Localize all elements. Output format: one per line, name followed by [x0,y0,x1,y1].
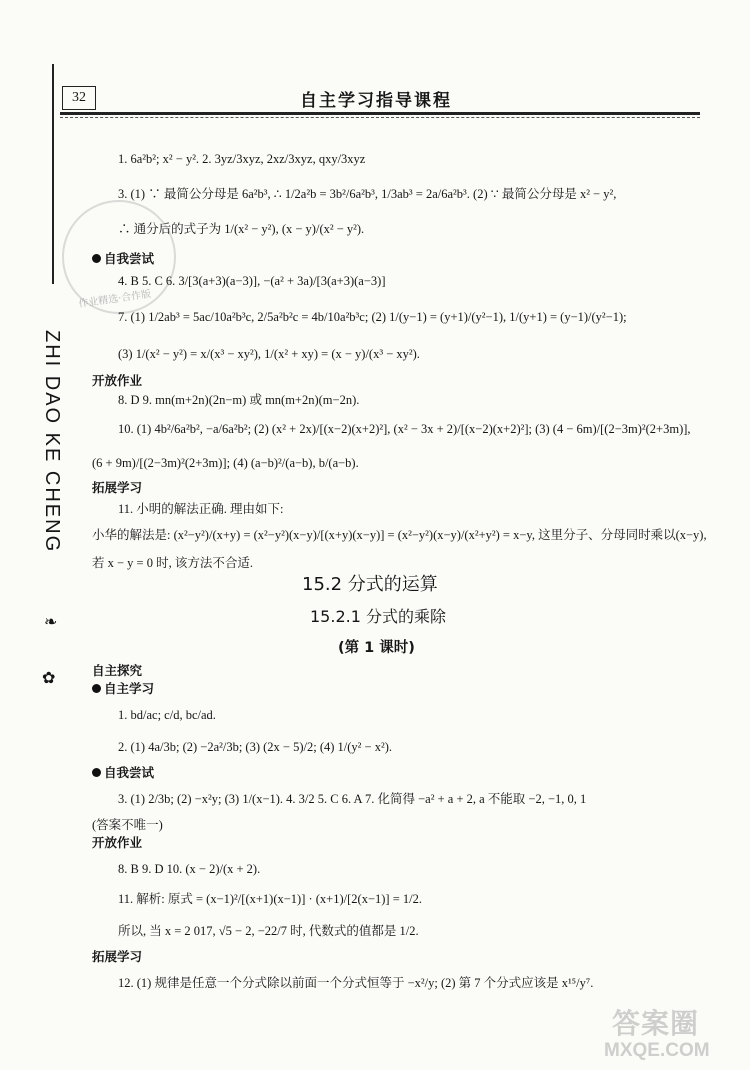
answer-line: 8. D 9. mn(m+2n)(2n−m) 或 mn(m+2n)(m−2n). [118,393,360,407]
header-rule [60,112,700,115]
answer-line: 3. (1) ∵ 最简公分母是 6a²b³, ∴ 1/2a²b = 3b²/6a²b³, 1/3ab³ = 2a/6a²b³. (2) ∵ 最简公分母是 x² − y², [118,187,617,201]
section-heading: 开放作业 [92,835,143,850]
flower-icon: ❧ [44,612,58,631]
section-heading: 拓展学习 [92,949,143,964]
lesson-label: (第 1 课时) [338,640,415,656]
bullet-dot-icon [92,768,101,777]
watermark-logo: 答案圈 [612,1007,700,1040]
section-heading: 自我尝试 [92,248,154,267]
answer-line: (答案不唯一) [92,818,163,832]
bullet-dot-icon [92,254,101,263]
margin-rule [52,64,54,284]
answer-line: 1. bd/ac; c/d, bc/ad. [118,708,216,722]
header-rule-dashed [60,117,700,118]
answer-line: 11. 解析: 原式 = (x−1)²/[(x+1)(x−1)] · (x+1)/[2(x−1)] = 1/2. [118,892,422,906]
subsection-title: 15.2.1 分式的乘除 [310,607,446,626]
answer-line: 3. (1) 2/3b; (2) −x²y; (3) 1/(x−1). 4. 3/2 5. C 6. A 7. 化简得 −a² + a + 2, a 不能取 −2, −1, 0, 1 [118,792,587,806]
section-heading: 自主探究 [92,663,143,678]
answer-line: 4. B 5. C 6. 3/[3(a+3)(a−3)], −(a² + 3a)/[3(a+3)(a−3)] [118,274,386,288]
stamp-text: 作业精选·合作版 [77,288,152,311]
answer-line: 所以, 当 x = 2 017, √5 − 2, −22/7 时, 代数式的值都是 1/2. [118,924,419,938]
section-heading: 自我尝试 [92,762,154,781]
bullet-dot-icon [92,684,101,693]
side-vertical-text: ZHI DAO KE CHENG [41,330,63,554]
answer-line: ∴ 通分后的式子为 1/(x² − y²), (x − y)/(x² − y²). [118,222,365,236]
section-heading: 开放作业 [92,373,143,388]
answer-line: 若 x − y = 0 时, 该方法不合适. [92,556,253,570]
answer-line: 小华的解法是: (x²−y²)/(x+y) = (x²−y²)(x−y)/[(x+y)(x−y)] = (x²−y²)(x−y)/(x²+y²) = x−y, 这里分子、分母同时乘以(x−y), [92,528,707,542]
answer-line: 7. (1) 1/2ab³ = 5ac/10a²b³c, 2/5a²b²c = 4b/10a²b³c; (2) 1/(y−1) = (y+1)/(y²−1), 1/(y+1) = (y−1)/(y²−1); [118,310,627,324]
answer-line: 11. 小明的解法正确. 理由如下: [118,502,284,516]
answer-line: 12. (1) 规律是任意一个分式除以前面一个分式恒等于 −x²/y; (2) 第 7 个分式应该是 x¹⁵/y⁷. [118,976,594,990]
section-heading: 拓展学习 [92,480,143,495]
answer-line: (3) 1/(x² − y²) = x/(x³ − xy²), 1/(x² + xy) = (x − y)/(x³ − xy²). [118,347,420,361]
answer-line: 1. 6a²b²; x² − y². 2. 3yz/3xyz, 2xz/3xyz, qxy/3xyz [118,152,366,166]
answer-line: 2. (1) 4a/3b; (2) −2a²/3b; (3) (2x − 5)/2; (4) 1/(y² − x²). [118,740,392,754]
answer-line: (6 + 9m)/[(2−3m)²(2+3m)]; (4) (a−b)²/(a−b), b/(a−b). [92,456,359,470]
running-title: 自主学习指导课程 [300,91,452,111]
watermark-url: MXQE.COM [604,1040,710,1061]
page-number: 32 [62,86,96,110]
answer-line: 8. B 9. D 10. (x − 2)/(x + 2). [118,862,261,876]
flower-icon: ✿ [42,668,56,687]
section-title: 15.2 分式的运算 [302,574,438,595]
answer-line: 10. (1) 4b²/6a²b², −a/6a²b²; (2) (x² + 2x)/[(x−2)(x+2)²], (x² − 3x + 2)/[(x−2)(x+2)²]; (3) (4 − 6m)/[(2−3m)²(2+3m)], [118,422,691,436]
section-heading: 自主学习 [92,678,154,697]
